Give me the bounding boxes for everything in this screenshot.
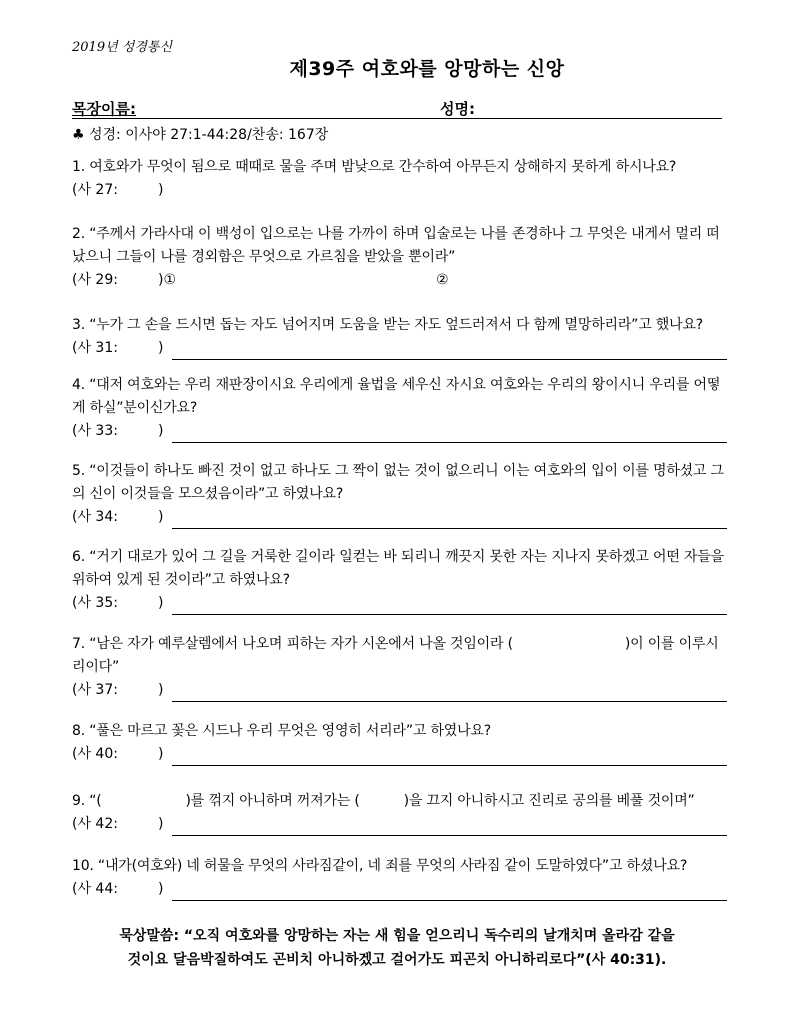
answer-row: [72, 592, 727, 615]
answer-line[interactable]: [172, 749, 727, 766]
answer-row: [72, 813, 727, 836]
header-note: 2019년 성경통신: [72, 40, 173, 55]
question-9: [72, 790, 727, 836]
question-10: [72, 855, 727, 901]
question-text: 6. “거기 대로가 있어 그 길을 거룩한 길이라 일컫는 바 되리니 깨끗지 못한 자는 지나지 못하겠고 어떤 자들을 위하여 있게 된 것이라”고 하였나요?: [72, 549, 724, 588]
question-6: [72, 546, 727, 615]
verse-ref: (사 27:: [72, 182, 118, 198]
answer-row: [72, 420, 727, 443]
group-name-label: 목장이름:: [72, 100, 136, 118]
answer-row: [72, 743, 727, 766]
verse-ref: (사 37:: [72, 682, 118, 698]
full-name-label: 성명:: [440, 100, 475, 118]
answer-mark-1: )①: [158, 272, 177, 288]
paren-close: ): [158, 746, 164, 762]
page-title: 제39주 여호와를 앙망하는 신앙: [289, 58, 565, 80]
answer-line[interactable]: [172, 819, 727, 836]
answer-line[interactable]: [172, 685, 727, 702]
name-row: [72, 98, 722, 119]
answer-row: [72, 679, 727, 702]
question-4: [72, 374, 727, 443]
verse-ref: (사 33:: [72, 423, 118, 439]
memory-verse: [0, 924, 794, 972]
verse-ref: (사 42:: [72, 816, 118, 832]
question-text: 9. “( )를 꺾지 아니하며 꺼져가는 ( )을 끄지 아니하시고 진리로 공의를 베풀 것이며”: [72, 793, 695, 809]
verse-ref: (사 34:: [72, 509, 118, 525]
paren-close: ): [158, 182, 164, 198]
paren-close: ): [158, 816, 164, 832]
question-1: [72, 156, 727, 202]
question-text: 2. “주께서 가라사대 이 백성이 입으로는 나를 가까이 하며 입술로는 나를 존경하나 그 무엇은 내게서 멀리 떠났으니 그들이 나를 경외함은 무엇으로 가르침을 받았을 뿐이라”: [72, 226, 720, 265]
question-3: [72, 314, 727, 360]
question-text: 5. “이것들이 하나도 빠진 것이 없고 하나도 그 짝이 없는 것이 없으리니 이는 여호와의 입이 이를 명하셨고 그의 신이 이것들을 모으셨음이라”고 하였나요?: [72, 463, 724, 502]
verse-ref: (사 29:: [72, 272, 118, 288]
scripture-reading: ♣ 성경: 이사야 27:1-44:28/찬송: 167장: [72, 127, 329, 143]
question-text: 7. “남은 자가 예루살렘에서 나오며 피하는 자가 시온에서 나올 것임이라 ( )이 이를 이루시리이다”: [72, 636, 719, 675]
answer-line[interactable]: [172, 426, 727, 443]
paren-close: ): [158, 423, 164, 439]
memory-verse-line-1: 묵상말씀: “오직 여호와를 앙망하는 자는 새 힘을 얻으리니 독수리의 날개치며 올라감 같을: [119, 928, 675, 944]
answer-line[interactable]: [172, 343, 727, 360]
answer-mark-2: ②: [436, 272, 449, 288]
verse-ref: (사 31:: [72, 340, 118, 356]
paren-close: ): [158, 881, 164, 897]
paren-close: ): [158, 682, 164, 698]
answer-line[interactable]: [172, 598, 727, 615]
verse-ref: (사 35:: [72, 595, 118, 611]
answer-row: [72, 506, 727, 529]
answer-row: [72, 878, 727, 901]
answer-row: [72, 269, 727, 292]
question-5: [72, 460, 727, 529]
answer-line[interactable]: [172, 512, 727, 529]
question-7: [72, 633, 727, 702]
answer-row: [72, 179, 727, 202]
verse-ref: (사 40:: [72, 746, 118, 762]
question-text: 8. “풀은 마르고 꽃은 시드나 우리 무엇은 영영히 서리라”고 하였나요?: [72, 723, 491, 739]
question-8: [72, 720, 727, 766]
question-text: 10. “내가(여호와) 네 허물을 무엇의 사라짐같이, 네 죄를 무엇의 사라짐 같이 도말하였다”고 하셨나요?: [72, 858, 688, 874]
verse-ref: (사 44:: [72, 881, 118, 897]
question-text: 1. 여호와가 무엇이 됨으로 때때로 물을 주며 밤낮으로 간수하여 아무든지 상해하지 못하게 하시나요?: [72, 159, 677, 175]
answer-line[interactable]: [172, 884, 727, 901]
question-text: 3. “누가 그 손을 드시면 돕는 자도 넘어지며 도움을 받는 자도 엎드러져서 다 함께 멸망하리라”고 했나요?: [72, 317, 704, 333]
paren-close: ): [158, 509, 164, 525]
paren-close: ): [158, 340, 164, 356]
answer-row: [72, 337, 727, 360]
paren-close: ): [158, 595, 164, 611]
question-2: [72, 223, 727, 292]
question-text: 4. “대저 여호와는 우리 재판장이시요 우리에게 율법을 세우신 자시요 여호와는 우리의 왕이시니 우리를 어떻게 하실”분이신가요?: [72, 377, 721, 416]
memory-verse-line-2: 것이요 달음박질하여도 곤비치 아니하겠고 걸어가도 피곤치 아니하리로다”(사 40:31).: [127, 952, 667, 968]
